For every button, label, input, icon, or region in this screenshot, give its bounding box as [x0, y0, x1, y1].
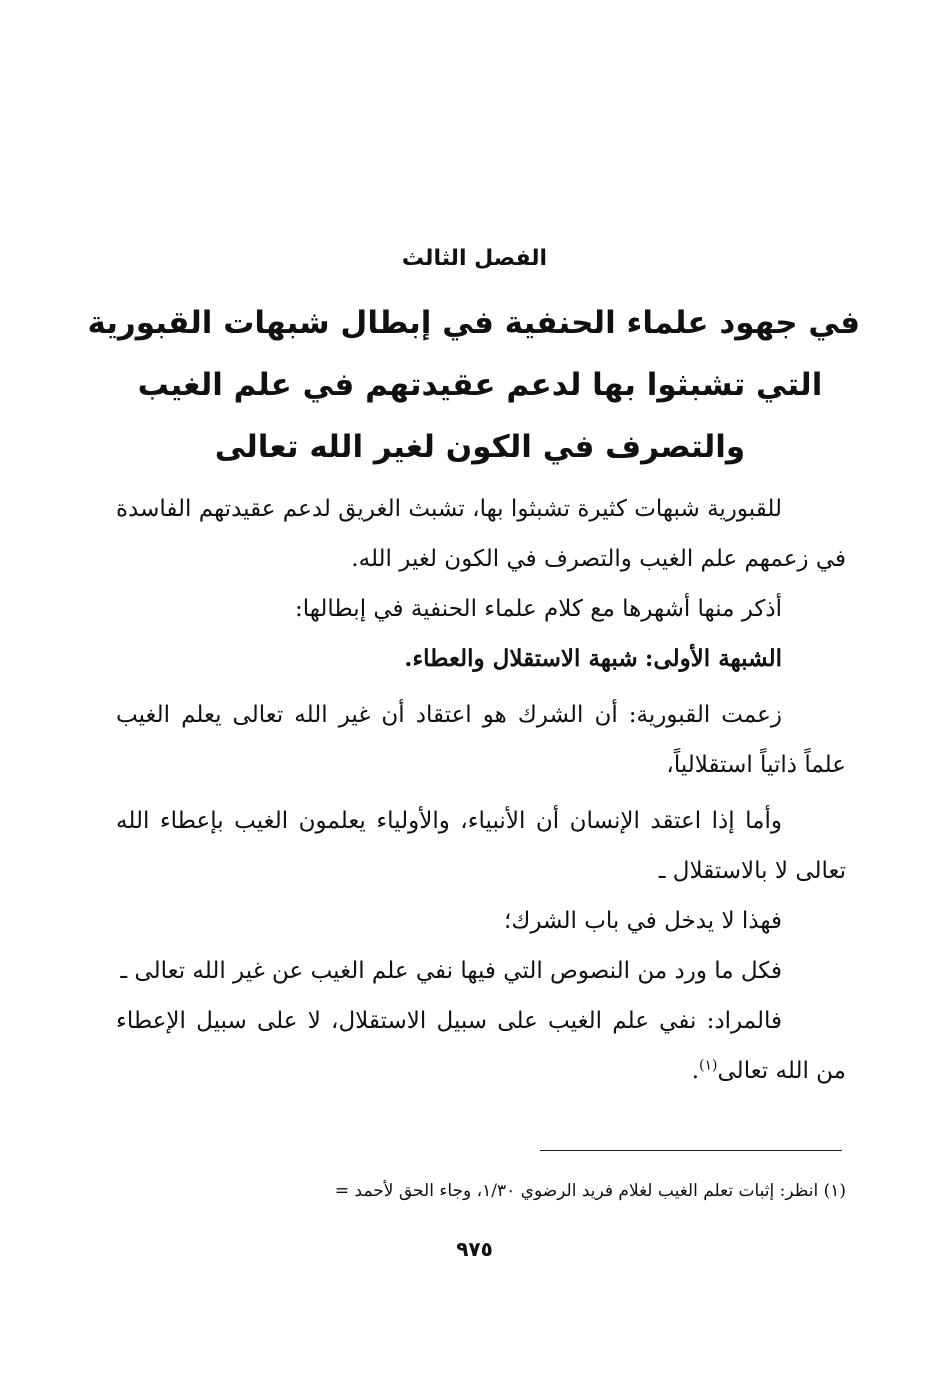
- footnote: (١) انظر: إثبات تعلم الغيب لغلام فريد الرضوي ١/٣٠، وجاء الحق لأحمد =: [334, 1181, 846, 1201]
- chapter-title: [87, 292, 860, 478]
- paragraph-not-shirk: فهذا لا يدخل في باب الشرك؛: [504, 908, 782, 934]
- first-doubt-title: شبهة الاستقلال والعطاء.: [404, 645, 638, 672]
- body-text: [116, 484, 846, 1096]
- title-line-2: التي تشبثوا بها لدعم عقيدتهم في علم الغيب: [137, 367, 823, 403]
- paragraph-claim: زعمت القبورية: أن الشرك هو اعتقاد أن غير الله تعالى يعلم الغيب علماً ذاتياً استقلالياً،: [116, 702, 846, 778]
- title-line-1: في جهود علماء الحنفية في إبطال شبهات القبورية: [87, 305, 860, 341]
- first-doubt-heading: [116, 634, 846, 684]
- meaning-end: .: [691, 1058, 700, 1084]
- paragraph-intro: للقبورية شبهات كثيرة تشبثوا بها، تشبث الغريق لدعم عقيدتهم الفاسدة في زعمهم علم الغيب والتصرف في الكون لغير الله.: [116, 496, 846, 572]
- paragraph-prophets: وأما إذا اعتقد الإنسان أن الأنبياء، والأولياء يعلمون الغيب بإعطاء الله تعالى لا بالاستقلال ـ: [116, 808, 846, 884]
- paragraph-mention: أذكر منها أشهرها مع كلام علماء الحنفية في إبطالها:: [295, 596, 782, 622]
- footnote-divider: [540, 1150, 842, 1151]
- paragraph-meaning: [116, 996, 846, 1096]
- first-doubt-label: الشبهة الأولى:: [644, 645, 782, 672]
- title-line-3: والتصرف في الكون لغير الله تعالى: [214, 429, 746, 465]
- paragraph-texts: فكل ما ورد من النصوص التي فيها نفي علم الغيب عن غير الله تعالى ـ: [120, 958, 782, 984]
- page-number: ٩٧٥: [456, 1237, 493, 1261]
- meaning-text: فالمراد: نفي علم الغيب على سبيل الاستقلال، لا على سبيل الإعطاء من الله تعالى: [116, 1008, 846, 1084]
- chapter-label: الفصل الثالث: [401, 246, 548, 271]
- footnote-reference[interactable]: (١): [699, 1057, 718, 1074]
